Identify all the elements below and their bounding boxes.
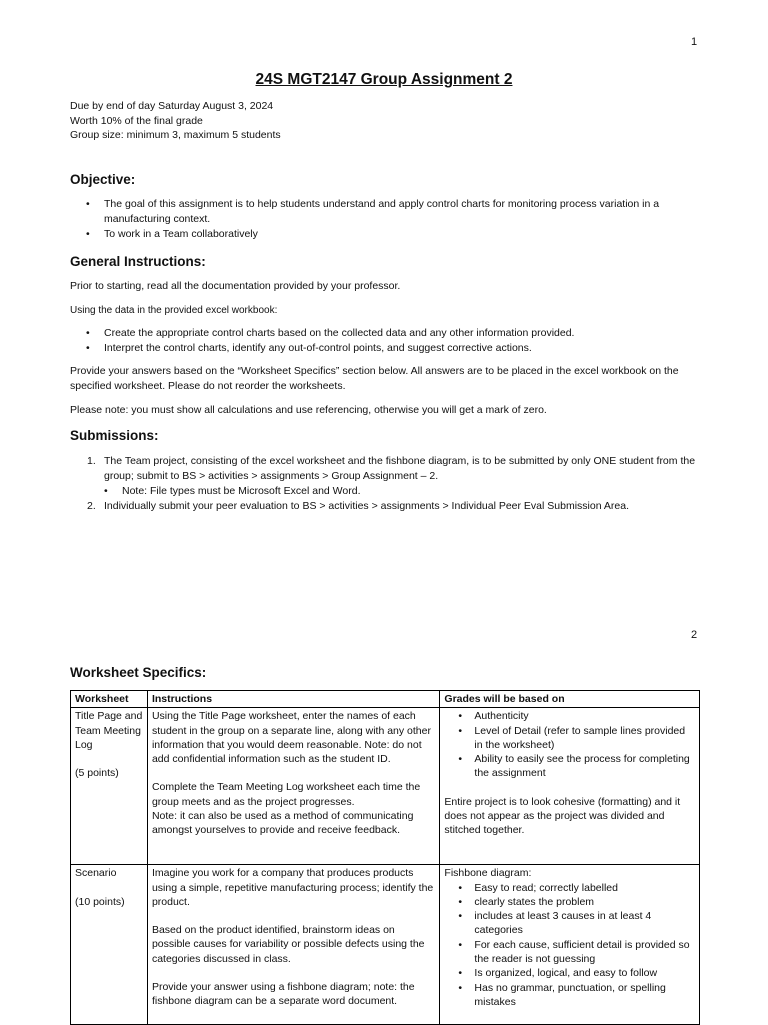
due-date: Due by end of day Saturday August 3, 2024 — [70, 100, 274, 112]
list-item: • Has no grammar, punctuation, or spelling mistakes — [474, 981, 695, 1010]
submissions-heading: Submissions: — [70, 428, 159, 443]
grades-intro: Fishbone diagram: — [444, 867, 532, 880]
list-item: • includes at least 3 causes in at least 4 categories — [474, 909, 695, 938]
item-text: The Team project, consisting of the excel worksheet and the fishbone diagram, is to be submitted by only ONE student from the group; submit to BS > activities > assignments > Group Assignment – 2. — [104, 455, 696, 482]
grades-cell — [440, 708, 700, 865]
instruction-text: Imagine you work for a company that produces products using a simple, repetitive manufacturing process; identify the product. — [151, 867, 434, 908]
worksheet-name: Title Page and Team Meeting Log — [75, 710, 143, 751]
column-header: Worksheet — [71, 691, 148, 708]
instruction-paragraph: Please note: you must show all calculations and use referencing, otherwise you will get a mark of zero. — [70, 404, 547, 416]
item-number: 1. — [87, 455, 96, 467]
worksheet-points: (5 points) — [75, 767, 119, 780]
column-header: Instructions — [147, 691, 439, 708]
list-item: • Authenticity — [474, 709, 695, 723]
grades-list — [444, 881, 695, 1010]
grade-weight: Worth 10% of the final grade — [70, 114, 203, 127]
list-item: • Create the appropriate control charts based on the collected data and any other information provided. — [104, 326, 704, 341]
submissions-list — [87, 454, 704, 514]
grades-cell — [440, 865, 700, 1025]
list-item — [87, 499, 704, 514]
list-item: • Interpret the control charts, identify any out-of-control points, and suggest corrective actions. — [104, 341, 704, 356]
instruction-text: Provide your answer using a fishbone diagram; note: the fishbone diagram can be a separate word document. — [151, 981, 415, 1008]
grades-note: Entire project is to look cohesive (formatting) and it does not appear as the project was divided and stitched together. — [444, 795, 681, 837]
instruction-paragraph: Provide your answers based on the “Worksheet Specifics” section below. All answers are to be placed in the excel workbook on the specified worksheet. Please do not reorder the worksheets. — [70, 365, 679, 392]
table-row — [71, 708, 700, 865]
list-item: • Is organized, logical, and easy to follow — [474, 966, 695, 980]
worksheet-cell — [71, 865, 148, 1025]
list-item: • For each cause, sufficient detail is provided so the reader is not guessing — [474, 938, 695, 967]
worksheet-specifics-table — [70, 690, 700, 1025]
instruction-paragraph: Prior to starting, read all the documentation provided by your professor. — [70, 280, 401, 292]
worksheet-cell — [71, 708, 148, 865]
column-header: Grades will be based on — [440, 691, 700, 708]
assignment-meta — [70, 99, 281, 143]
list-item: • To work in a Team collaboratively — [104, 227, 704, 242]
objective-heading: Objective: — [70, 172, 136, 187]
document-title: 24S MGT2147 Group Assignment 2 — [255, 71, 513, 88]
table-header-row — [71, 691, 700, 708]
instruction-text: Complete the Team Meeting Log worksheet each time the group meets and as the project progresses. — [151, 781, 421, 808]
instructions-cell — [147, 865, 439, 1025]
worksheet-specifics-heading: Worksheet Specifics: — [70, 665, 207, 680]
page-number: 1 — [691, 36, 698, 48]
grades-list — [444, 709, 695, 780]
general-instructions-heading: General Instructions: — [70, 254, 206, 269]
worksheet-name: Scenario — [75, 867, 117, 880]
list-item — [87, 454, 704, 499]
group-size: Group size: minimum 3, maximum 5 students — [70, 129, 281, 141]
instruction-paragraph: Using the data in the provided excel workbook: — [70, 305, 278, 316]
objective-list — [104, 197, 704, 242]
list-item: • The goal of this assignment is to help students understand and apply control charts for monitoring process variation in a manufacturing context. — [104, 197, 704, 227]
table-row — [71, 865, 700, 1025]
instruction-text: Based on the product identified, brainstorm ideas on possible causes for variability or possible defects using the categories discussed in class. — [151, 924, 425, 965]
worksheet-points: (10 points) — [75, 895, 125, 908]
list-item: • Easy to read; correctly labelled — [474, 881, 695, 895]
item-text: Individually submit your peer evaluation to BS > activities > assignments > Individual Peer Eval Submission Area. — [104, 500, 629, 512]
instruction-text: Note: it can also be used as a method of communicating amongst yourselves to provide and receive feedback. — [151, 810, 414, 837]
instructions-list — [104, 326, 704, 356]
instructions-cell — [147, 708, 439, 865]
list-item: • clearly states the problem — [474, 895, 695, 909]
sub-list-item: • Note: File types must be Microsoft Excel and Word. — [104, 484, 704, 499]
item-number: 2. — [87, 500, 96, 512]
instruction-text: Using the Title Page worksheet, enter the names of each student in the group on a separate line, along with any other information that you would deem reasonable. Note: do not add confidential information such as the student ID. — [151, 710, 431, 766]
list-item: • Level of Detail (refer to sample lines provided in the worksheet) — [474, 724, 695, 753]
list-item: • Ability to easily see the process for completing the assignment — [474, 752, 695, 781]
page-number: 2 — [691, 629, 698, 641]
